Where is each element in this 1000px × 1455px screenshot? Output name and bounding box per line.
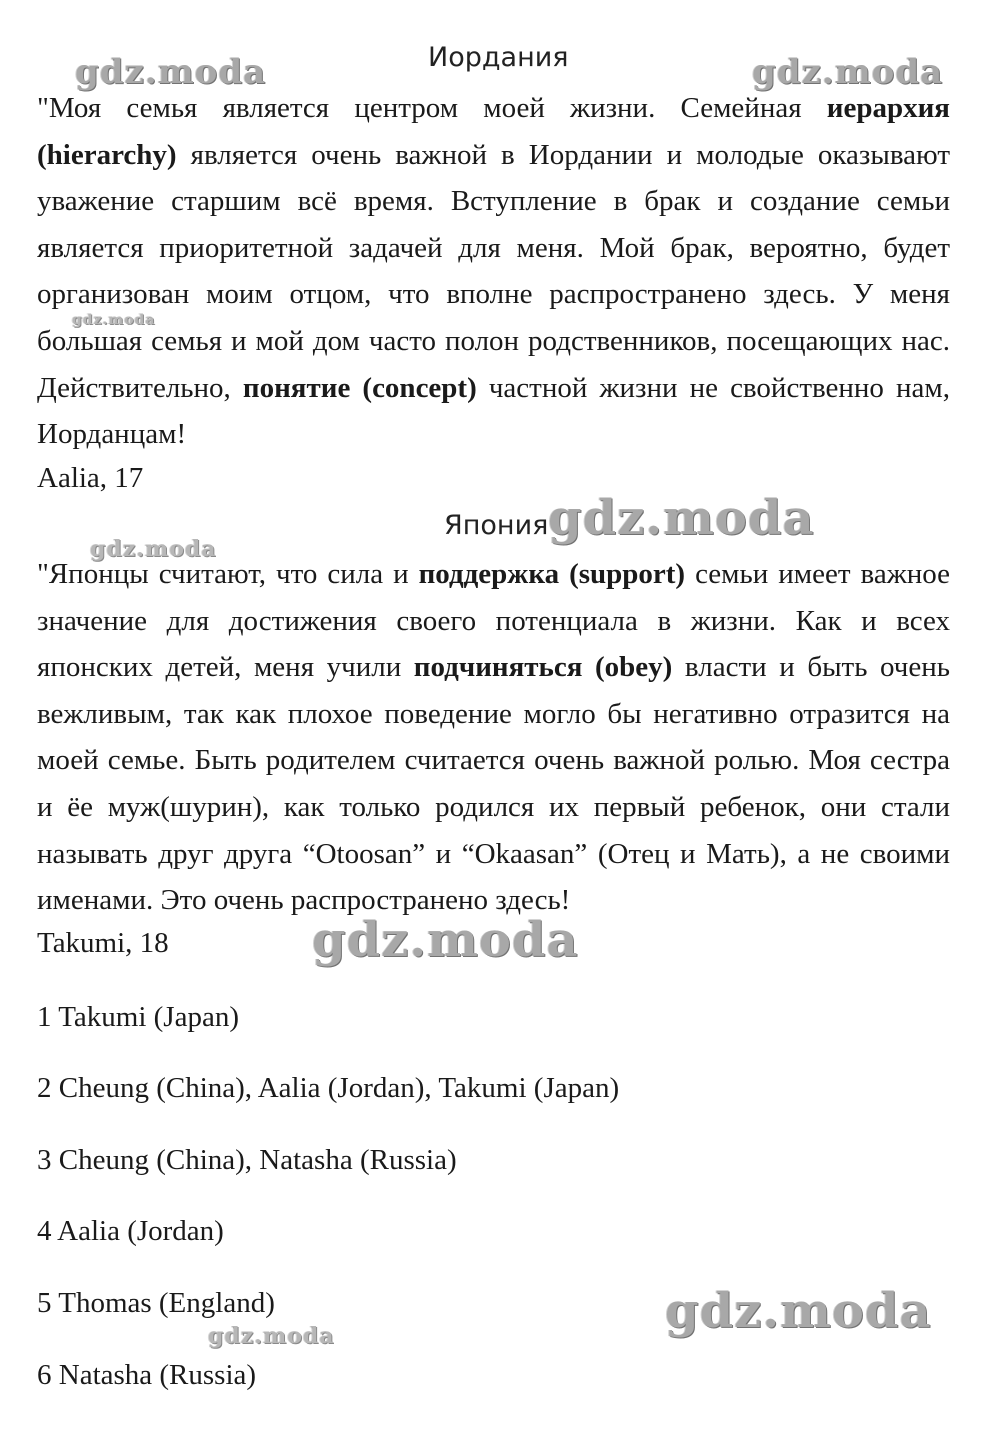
paragraph-text: власти и быть очень вежливым, так как плохое поведение могло бы негативно отразится на моей семье. Быть родителем считается очень важной ролью. Моя сестра и ёе муж(шурин), как только родился их первый ребенок, они стали называть друг друга “Otoosan” и “Okaasan” (Отец и Мать), а не своими именами. Это очень распространено здесь!	[37, 651, 950, 917]
section-heading-jordan: Иордания	[428, 42, 569, 73]
watermark-logo: gdz.moda	[665, 1283, 932, 1339]
watermark-logo: gdz.moda	[90, 536, 217, 562]
paragraph-text: "Японцы считают, что сила и	[37, 558, 419, 590]
bold-term: иерархия (hierarchy)	[37, 92, 950, 171]
watermark-logo: gdz.moda	[208, 1323, 335, 1349]
watermark-logo: gdz.moda	[75, 52, 267, 92]
watermark-logo: gdz.moda	[72, 312, 156, 328]
answer-item: 2 Cheung (China), Aalia (Jordan), Takumi (Japan)	[37, 1072, 620, 1104]
answer-item: 4 Aalia (Jordan)	[37, 1215, 224, 1247]
paragraph-text: является очень важной в Иордании и молодые оказывают уважение старшим всё время. Вступление в брак и создание семьи является приоритетной задачей для меня. Мой брак, вероятно, будет организован моим отцом, что вполне распространено здесь. У меня большая семья и мой дом часто полон родственников, посещающих нас. Действительно,	[37, 138, 950, 404]
watermark-logo: gdz.moda	[752, 52, 944, 92]
answer-item: 3 Cheung (China), Natasha (Russia)	[37, 1144, 457, 1176]
paragraph-text: семьи имеет важное значение для достижения своего потенциала в жизни. Как и всех японских детей, меня учили	[37, 558, 950, 684]
paragraph-jordan	[37, 85, 950, 458]
answer-item: 1 Takumi (Japan)	[37, 1001, 239, 1033]
signature-aalia: Aalia, 17	[37, 462, 144, 494]
bold-term: поддержка (support)	[418, 558, 686, 590]
bold-term: подчиняться (obey)	[413, 651, 673, 684]
bold-term: понятие (concept)	[242, 371, 477, 404]
paragraph-japan	[37, 551, 950, 924]
watermark-logo: gdz.moda	[548, 490, 815, 546]
section-heading-japan: Япония	[444, 510, 549, 541]
answer-item: 6 Natasha (Russia)	[37, 1359, 257, 1391]
watermark-logo: gdz.moda	[312, 912, 579, 968]
paragraph-text: частной жизни не свойственно нам, Иорданцам!	[37, 371, 951, 451]
paragraph-text: "Моя семья является центром моей жизни. Семейная	[37, 92, 827, 124]
answer-item: 5 Thomas (England)	[37, 1287, 275, 1319]
signature-takumi: Takumi, 18	[37, 927, 169, 959]
